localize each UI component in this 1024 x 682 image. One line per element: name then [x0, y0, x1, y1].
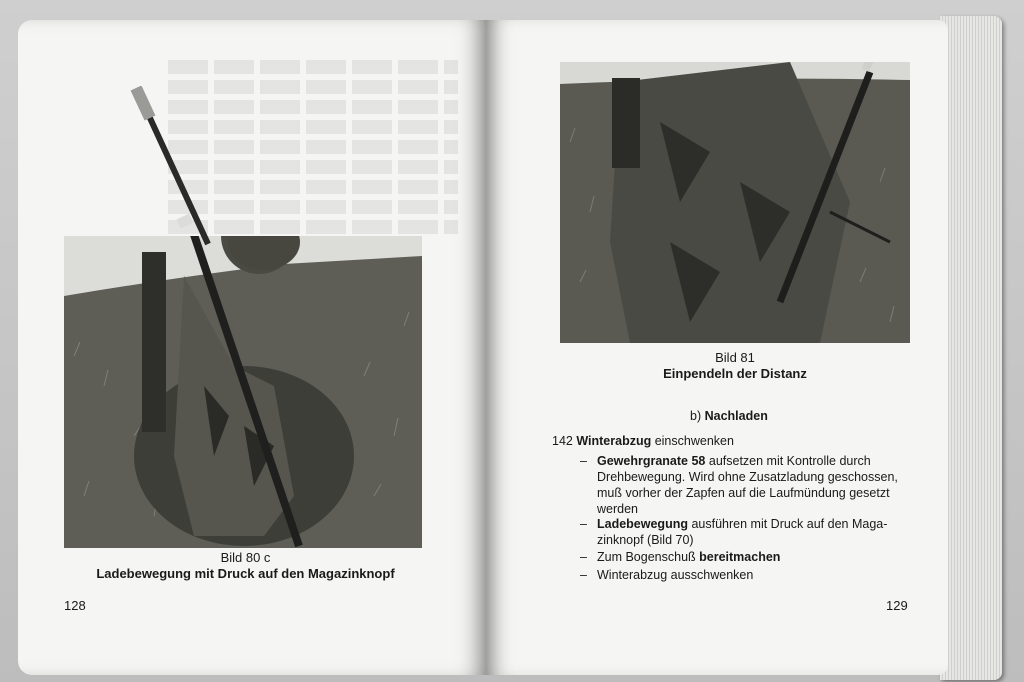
- item-heading: [552, 433, 734, 449]
- figure-title: Einpendeln der Distanz: [663, 366, 807, 381]
- bullet-bold: bereitmachen: [699, 550, 781, 564]
- bullet-line: werden: [597, 502, 638, 516]
- item-title: Winterabzug: [576, 434, 652, 448]
- photo-soldier-adjusting: [560, 62, 910, 343]
- bullet-item: [580, 453, 916, 517]
- bullet-line: Gewehrgranate 58 aufsetzen mit Kontrolle durch: [597, 454, 871, 468]
- figure-label: Bild 81: [715, 350, 755, 365]
- bullet-line: muß vorher der Zapfen auf die Laufmündung gesetzt: [597, 486, 890, 500]
- bullet-line: zinknopf (Bild 70): [597, 533, 694, 547]
- bullet-item: – Zum Bogenschuß bereitmachen: [580, 550, 781, 564]
- section-title: Nachladen: [704, 409, 768, 423]
- page-number: 128: [64, 598, 86, 613]
- item-title-rest: einschwenken: [651, 434, 734, 448]
- section-prefix: b): [690, 409, 702, 423]
- bullet-dash: –: [580, 517, 587, 531]
- bullet-dash: –: [580, 454, 587, 468]
- section-heading: [690, 408, 768, 424]
- bullet-item: – Winterabzug ausschwenken: [580, 568, 754, 582]
- page-number: 129: [886, 598, 908, 613]
- bullet-bold: Gewehrgranate 58: [597, 454, 706, 468]
- bullet-line: Drehbewegung. Wird ohne Zusatzladung geschossen,: [597, 470, 898, 484]
- bullet-item: [580, 516, 916, 548]
- page-edges: [940, 16, 1002, 680]
- left-page: [18, 20, 486, 675]
- bullet-bold: Ladebewegung: [597, 517, 688, 531]
- bullet-dash: –: [580, 550, 587, 564]
- figure-label: Bild 80 c: [220, 550, 271, 565]
- bullet-dash: –: [580, 568, 587, 582]
- photo-soldier-kneeling: [64, 236, 422, 548]
- rifle-grenade-illustration: [128, 86, 228, 246]
- bullet-line: Ladebewegung ausführen mit Druck auf den Maga-: [597, 517, 888, 531]
- right-page: [486, 20, 948, 675]
- figure-title: Ladebewegung mit Druck auf den Magazinknopf: [96, 566, 395, 581]
- item-number: 142: [552, 434, 573, 448]
